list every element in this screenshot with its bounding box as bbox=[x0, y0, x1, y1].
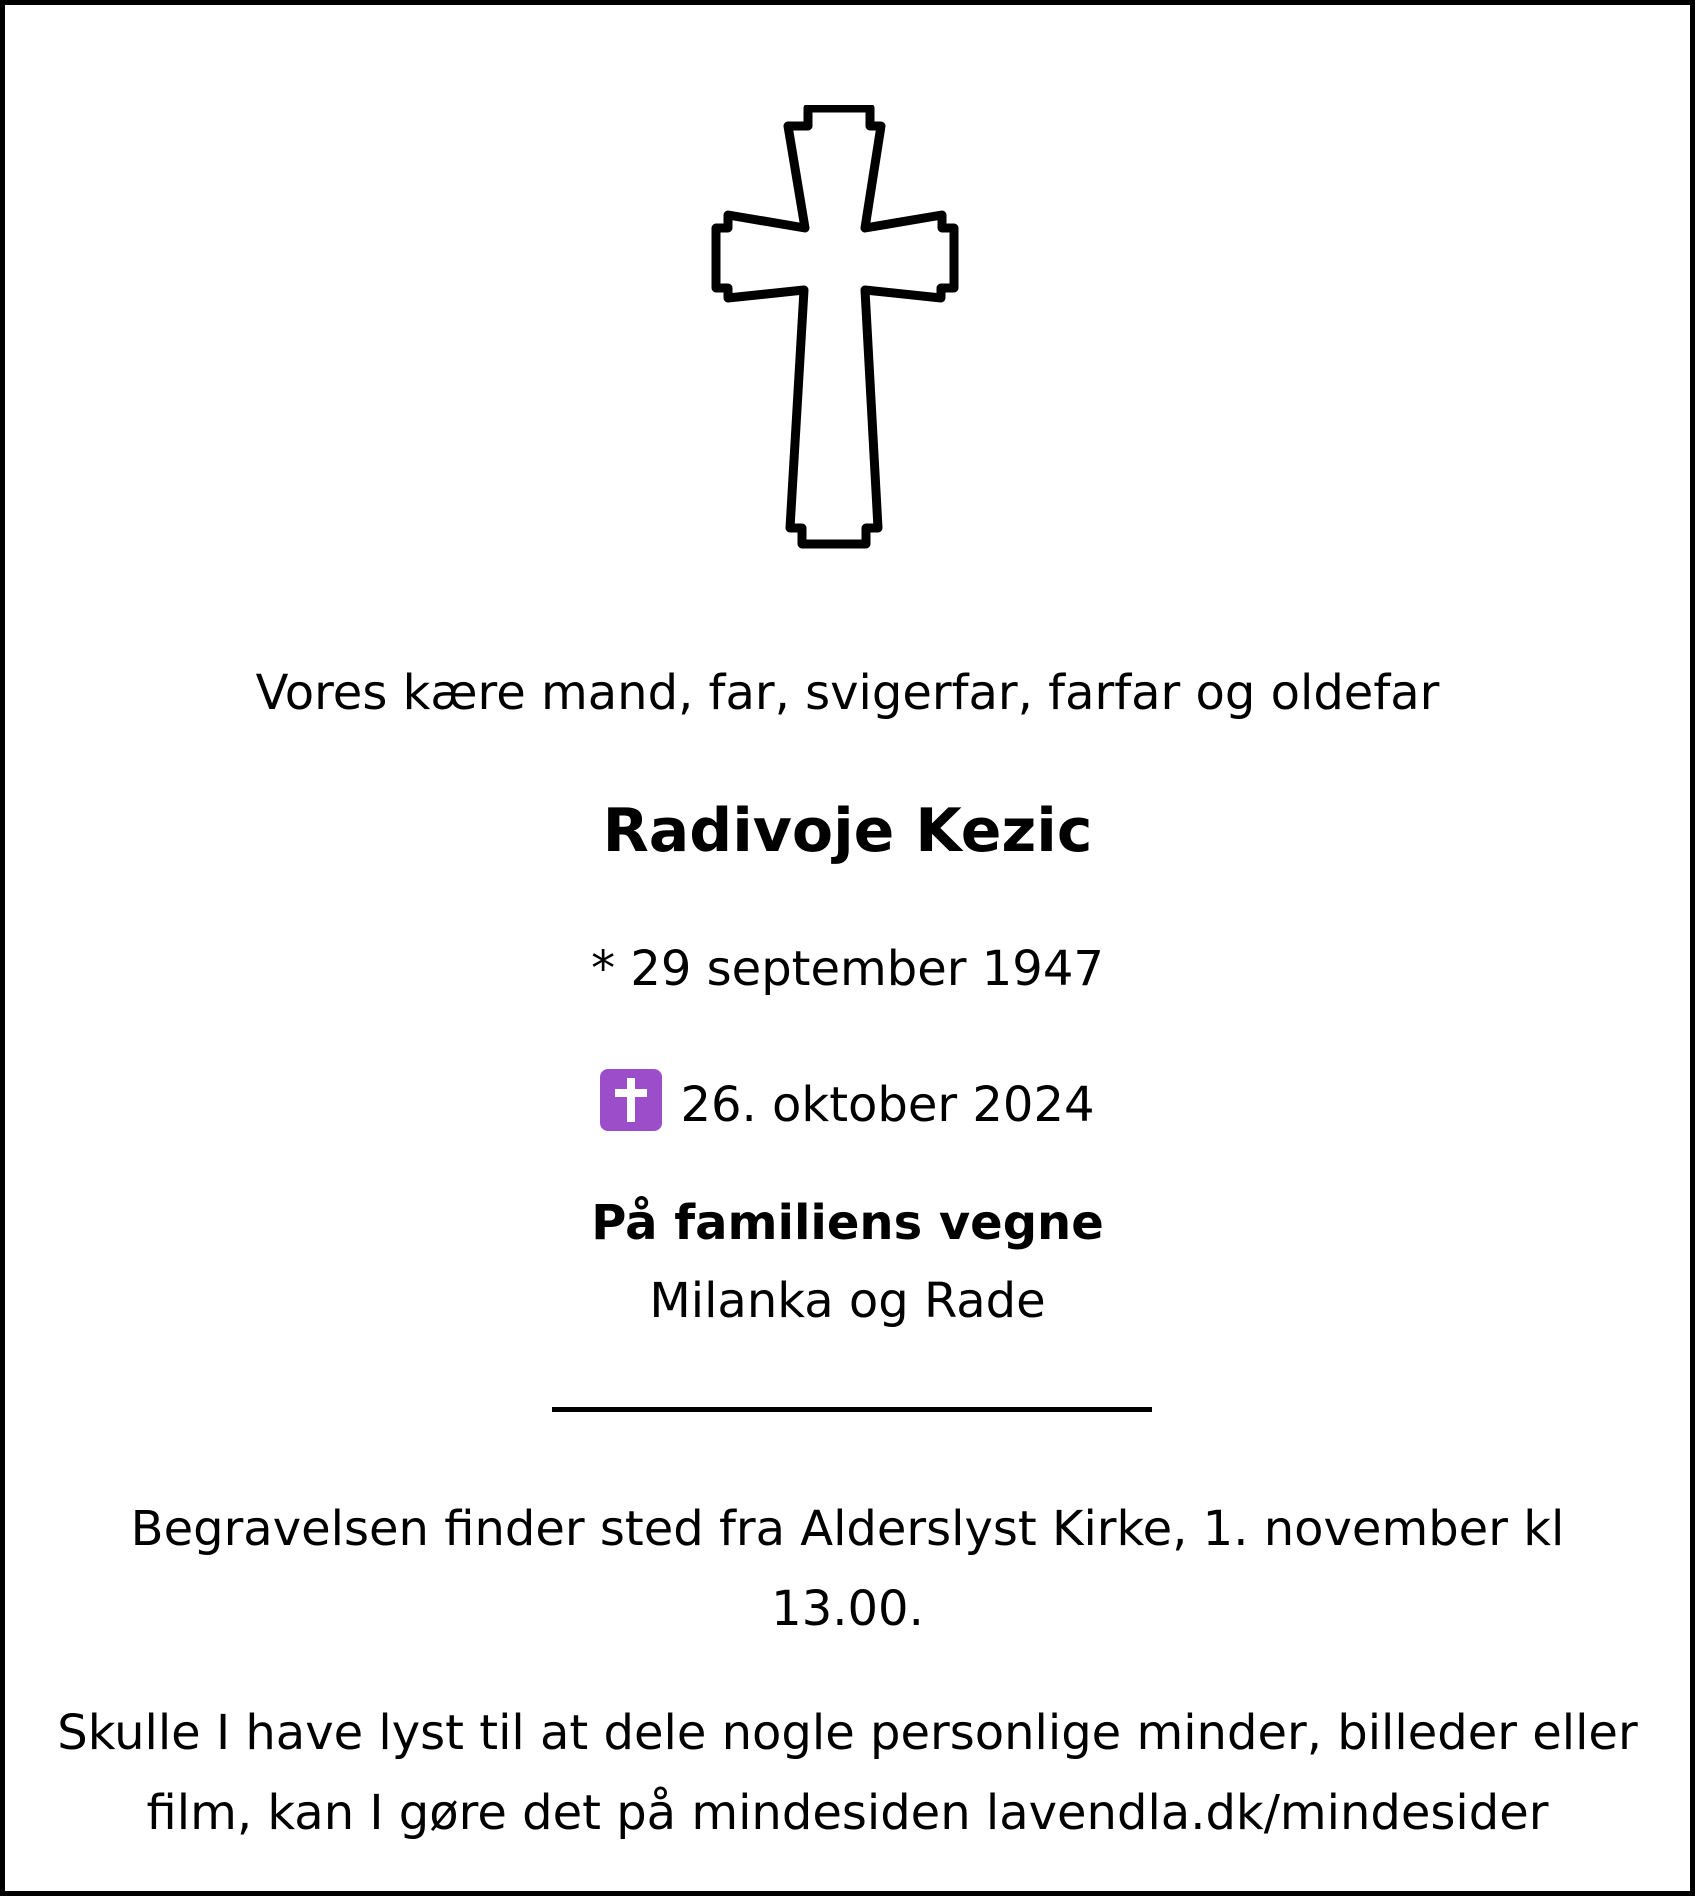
burial-info: Begravelsen finder sted fra Alderslyst Kirke, 1. november kl 13.00. bbox=[130, 1501, 1565, 1637]
cross-icon bbox=[5, 105, 1690, 565]
memory-page-info: Skulle I have lyst til at dele nogle personlige minder, billeder eller film, kan I gøre det på mindesiden lavendla.dk/mindesider bbox=[57, 1705, 1638, 1841]
death-date: 26. oktober 2024 bbox=[680, 1077, 1095, 1133]
deceased-name: Radivoje Kezic bbox=[602, 796, 1093, 866]
birth-date: * 29 september 1947 bbox=[591, 941, 1104, 997]
family-label: På familiens vegne bbox=[591, 1195, 1104, 1251]
death-date-line bbox=[25, 1069, 1670, 1131]
intro-text: Vores kære mand, far, svigerfar, farfar og oldefar bbox=[255, 665, 1440, 721]
divider bbox=[552, 1407, 1152, 1412]
latin-cross-emoji-icon bbox=[600, 1069, 662, 1131]
family-names: Milanka og Rade bbox=[649, 1273, 1046, 1329]
